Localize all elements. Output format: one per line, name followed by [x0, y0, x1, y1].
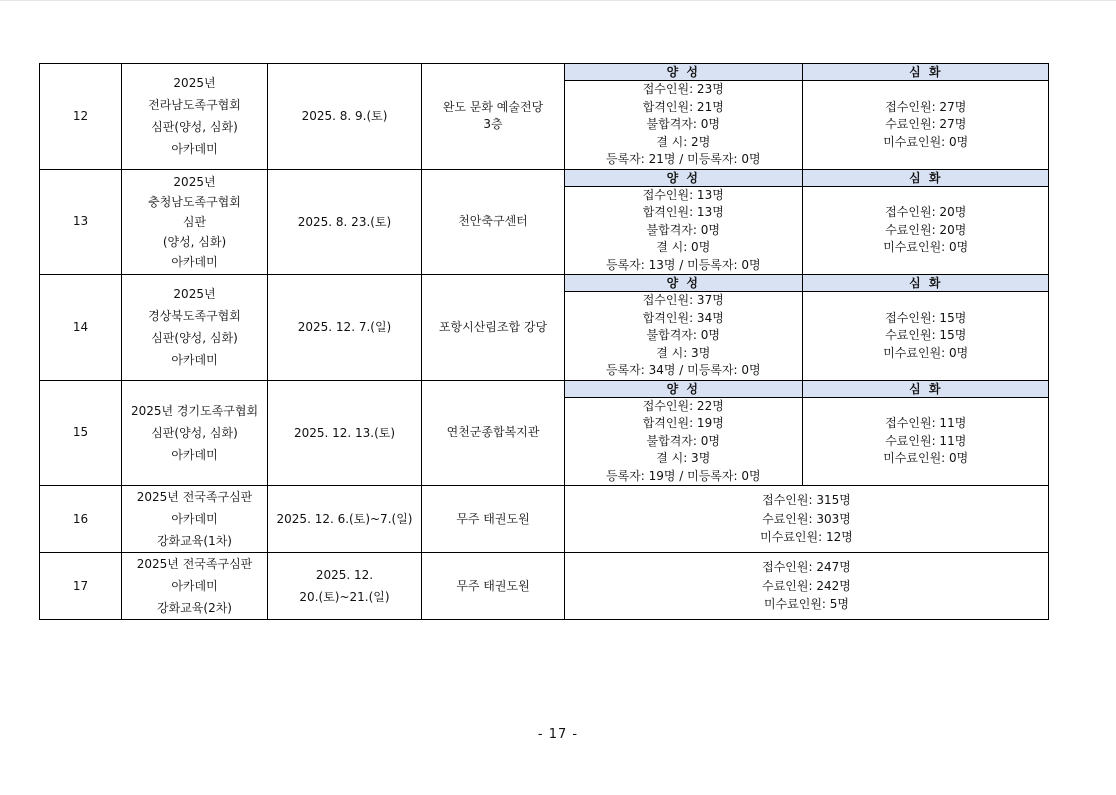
text-line: 합격인원: 34명: [642, 310, 724, 325]
result-cell: [565, 380, 1049, 486]
text-line: 2025년: [173, 174, 216, 189]
result-cell: [565, 169, 1049, 275]
text-line: 천안축구센터: [458, 214, 528, 229]
training-header: 양 성: [565, 381, 802, 398]
text-line: 접수인원: 27명: [885, 99, 967, 114]
text-line: 합격인원: 21명: [642, 99, 724, 114]
table-row: [40, 380, 1049, 486]
text-line: 수료인원: 303명: [762, 511, 851, 526]
text-line: 20.(토)~21.(일): [299, 590, 390, 604]
text-line: 아카데미: [171, 512, 218, 526]
result-summary: [565, 553, 1049, 620]
text-line: 미수료인원: 0명: [883, 451, 969, 465]
advanced-header: 심 화: [802, 381, 1049, 398]
text-line: 강화교육(2차): [157, 601, 232, 615]
event-date: [268, 380, 422, 486]
text-line: 접수인원: 247명: [762, 560, 851, 575]
table-row: [40, 275, 1049, 381]
page-top-border: [0, 0, 1116, 1]
text-line: 접수인원: 37명: [642, 293, 724, 307]
advanced-stats: [802, 81, 1049, 169]
text-line: 미수료인원: 5명: [763, 597, 850, 612]
text-line: 2025. 12. 6.(토)~7.(일): [276, 512, 413, 526]
text-line: 2025년 전국족구심판: [136, 557, 253, 571]
event-name: [122, 486, 268, 553]
text-line: 수료인원: 15명: [885, 328, 967, 342]
text-line: 무주 태권도원: [456, 578, 530, 593]
text-line: 심판(양성, 심화): [151, 331, 238, 346]
table-row: [40, 169, 1049, 275]
text-line: 수료인원: 20명: [885, 222, 967, 237]
text-line: 등록자: 19명 / 미등록자: 0명: [605, 468, 761, 483]
result-subtable: [565, 170, 1049, 275]
text-line: 접수인원: 15명: [885, 310, 967, 325]
training-stats: [565, 81, 802, 169]
text-line: 2025. 8. 9.(토): [301, 109, 388, 124]
text-line: 접수인원: 315명: [762, 493, 851, 508]
advanced-header: 심 화: [802, 64, 1049, 81]
row-number: 13: [40, 169, 122, 275]
row-number: 12: [40, 64, 122, 170]
event-place: [422, 486, 565, 553]
row-number: 16: [40, 486, 122, 553]
text-line: 2025년: [173, 76, 216, 91]
text-line: 미수료인원: 0명: [883, 240, 969, 254]
text-line: 충청남도족구협회: [148, 194, 241, 209]
event-date: [268, 169, 422, 275]
training-stats: [565, 397, 802, 485]
text-line: 포항시산림조합 강당: [438, 319, 548, 334]
text-line: 2025. 12. 13.(토): [293, 425, 396, 440]
text-line: 심판(양성, 심화): [151, 425, 238, 440]
text-line: 결 시: 0명: [656, 240, 711, 254]
text-line: 불합격자: 0명: [646, 222, 720, 237]
event-place: [422, 553, 565, 620]
table-row: [40, 486, 1049, 553]
result-subtable: [565, 381, 1049, 486]
text-line: 전라남도족구협회: [148, 98, 241, 113]
result-cell: [565, 275, 1049, 381]
text-line: 결 시: 3명: [656, 451, 711, 465]
text-line: 아카데미: [171, 142, 218, 157]
event-date: [268, 553, 422, 620]
event-name: [122, 64, 268, 170]
text-line: 합격인원: 13명: [642, 205, 724, 219]
text-line: 수료인원: 11명: [885, 433, 967, 448]
text-line: 접수인원: 22명: [642, 398, 724, 413]
text-line: 2025. 12. 7.(일): [297, 320, 392, 335]
event-date: [268, 64, 422, 170]
text-line: 수료인원: 27명: [885, 117, 967, 131]
advanced-stats: [802, 292, 1049, 380]
text-line: 심판(양성, 심화): [151, 120, 238, 135]
table-row: [40, 553, 1049, 620]
text-line: 심판: [182, 214, 207, 229]
event-place: [422, 64, 565, 170]
text-line: 불합격자: 0명: [646, 328, 720, 342]
advanced-header: 심 화: [802, 275, 1049, 292]
text-line: 접수인원: 11명: [885, 416, 967, 430]
text-line: 불합격자: 0명: [646, 433, 720, 448]
text-line: 아카데미: [171, 353, 218, 368]
event-date: [268, 275, 422, 381]
training-header: 양 성: [565, 170, 802, 187]
text-line: 접수인원: 20명: [885, 205, 967, 219]
text-line: 3층: [483, 117, 503, 132]
text-line: 불합격자: 0명: [646, 117, 720, 131]
result-cell: [565, 64, 1049, 170]
text-line: 2025년: [173, 287, 216, 302]
advanced-header: 심 화: [802, 170, 1049, 187]
table-body: [40, 64, 1049, 620]
text-line: 2025년 전국족구심판: [136, 490, 253, 504]
text-line: 무주 태권도원: [456, 511, 530, 526]
event-place: [422, 275, 565, 381]
text-line: 결 시: 3명: [656, 345, 711, 360]
text-line: (양성, 심화): [162, 234, 227, 249]
text-line: 결 시: 2명: [656, 134, 711, 149]
event-date: [268, 486, 422, 553]
text-line: 등록자: 13명 / 미등록자: 0명: [605, 257, 761, 272]
page-number: - 17 -: [537, 727, 579, 742]
advanced-stats: [802, 186, 1049, 274]
training-stats: [565, 292, 802, 380]
row-number: 15: [40, 380, 122, 486]
training-stats: [565, 186, 802, 274]
text-line: 미수료인원: 12명: [760, 530, 853, 545]
advanced-stats: [802, 397, 1049, 485]
training-header: 양 성: [565, 275, 802, 292]
text-line: 등록자: 21명 / 미등록자: 0명: [605, 152, 761, 166]
text-line: 접수인원: 23명: [642, 82, 724, 96]
text-line: 연천군종합복지관: [446, 425, 540, 440]
event-name: [122, 275, 268, 381]
text-line: 접수인원: 13명: [642, 187, 724, 202]
result-subtable: [565, 275, 1049, 380]
event-place: [422, 380, 565, 486]
training-header: 양 성: [565, 64, 802, 81]
text-line: 경상북도족구협회: [148, 309, 241, 324]
text-line: 강화교육(1차): [157, 534, 232, 548]
event-name: [122, 169, 268, 275]
table-row: [40, 64, 1049, 170]
text-line: 2025년 경기도족구협회: [130, 403, 259, 418]
text-line: 완도 문화 예술전당: [442, 100, 544, 115]
text-line: 미수료인원: 0명: [883, 345, 969, 360]
text-line: 합격인원: 19명: [642, 416, 724, 430]
text-line: 등록자: 34명 / 미등록자: 0명: [605, 363, 761, 377]
text-line: 아카데미: [171, 254, 218, 269]
row-number: 17: [40, 553, 122, 620]
event-place: [422, 169, 565, 275]
event-name: [122, 380, 268, 486]
text-line: 아카데미: [171, 447, 218, 462]
text-line: 수료인원: 242명: [762, 578, 851, 593]
text-line: 2025. 8. 23.(토): [297, 214, 392, 229]
row-number: 14: [40, 275, 122, 381]
event-name: [122, 553, 268, 620]
result-summary: [565, 486, 1049, 553]
text-line: 아카데미: [171, 579, 218, 593]
text-line: 2025. 12.: [315, 568, 374, 582]
text-line: 미수료인원: 0명: [883, 134, 969, 149]
academy-results-table: [39, 63, 1049, 620]
result-subtable: [565, 64, 1049, 169]
